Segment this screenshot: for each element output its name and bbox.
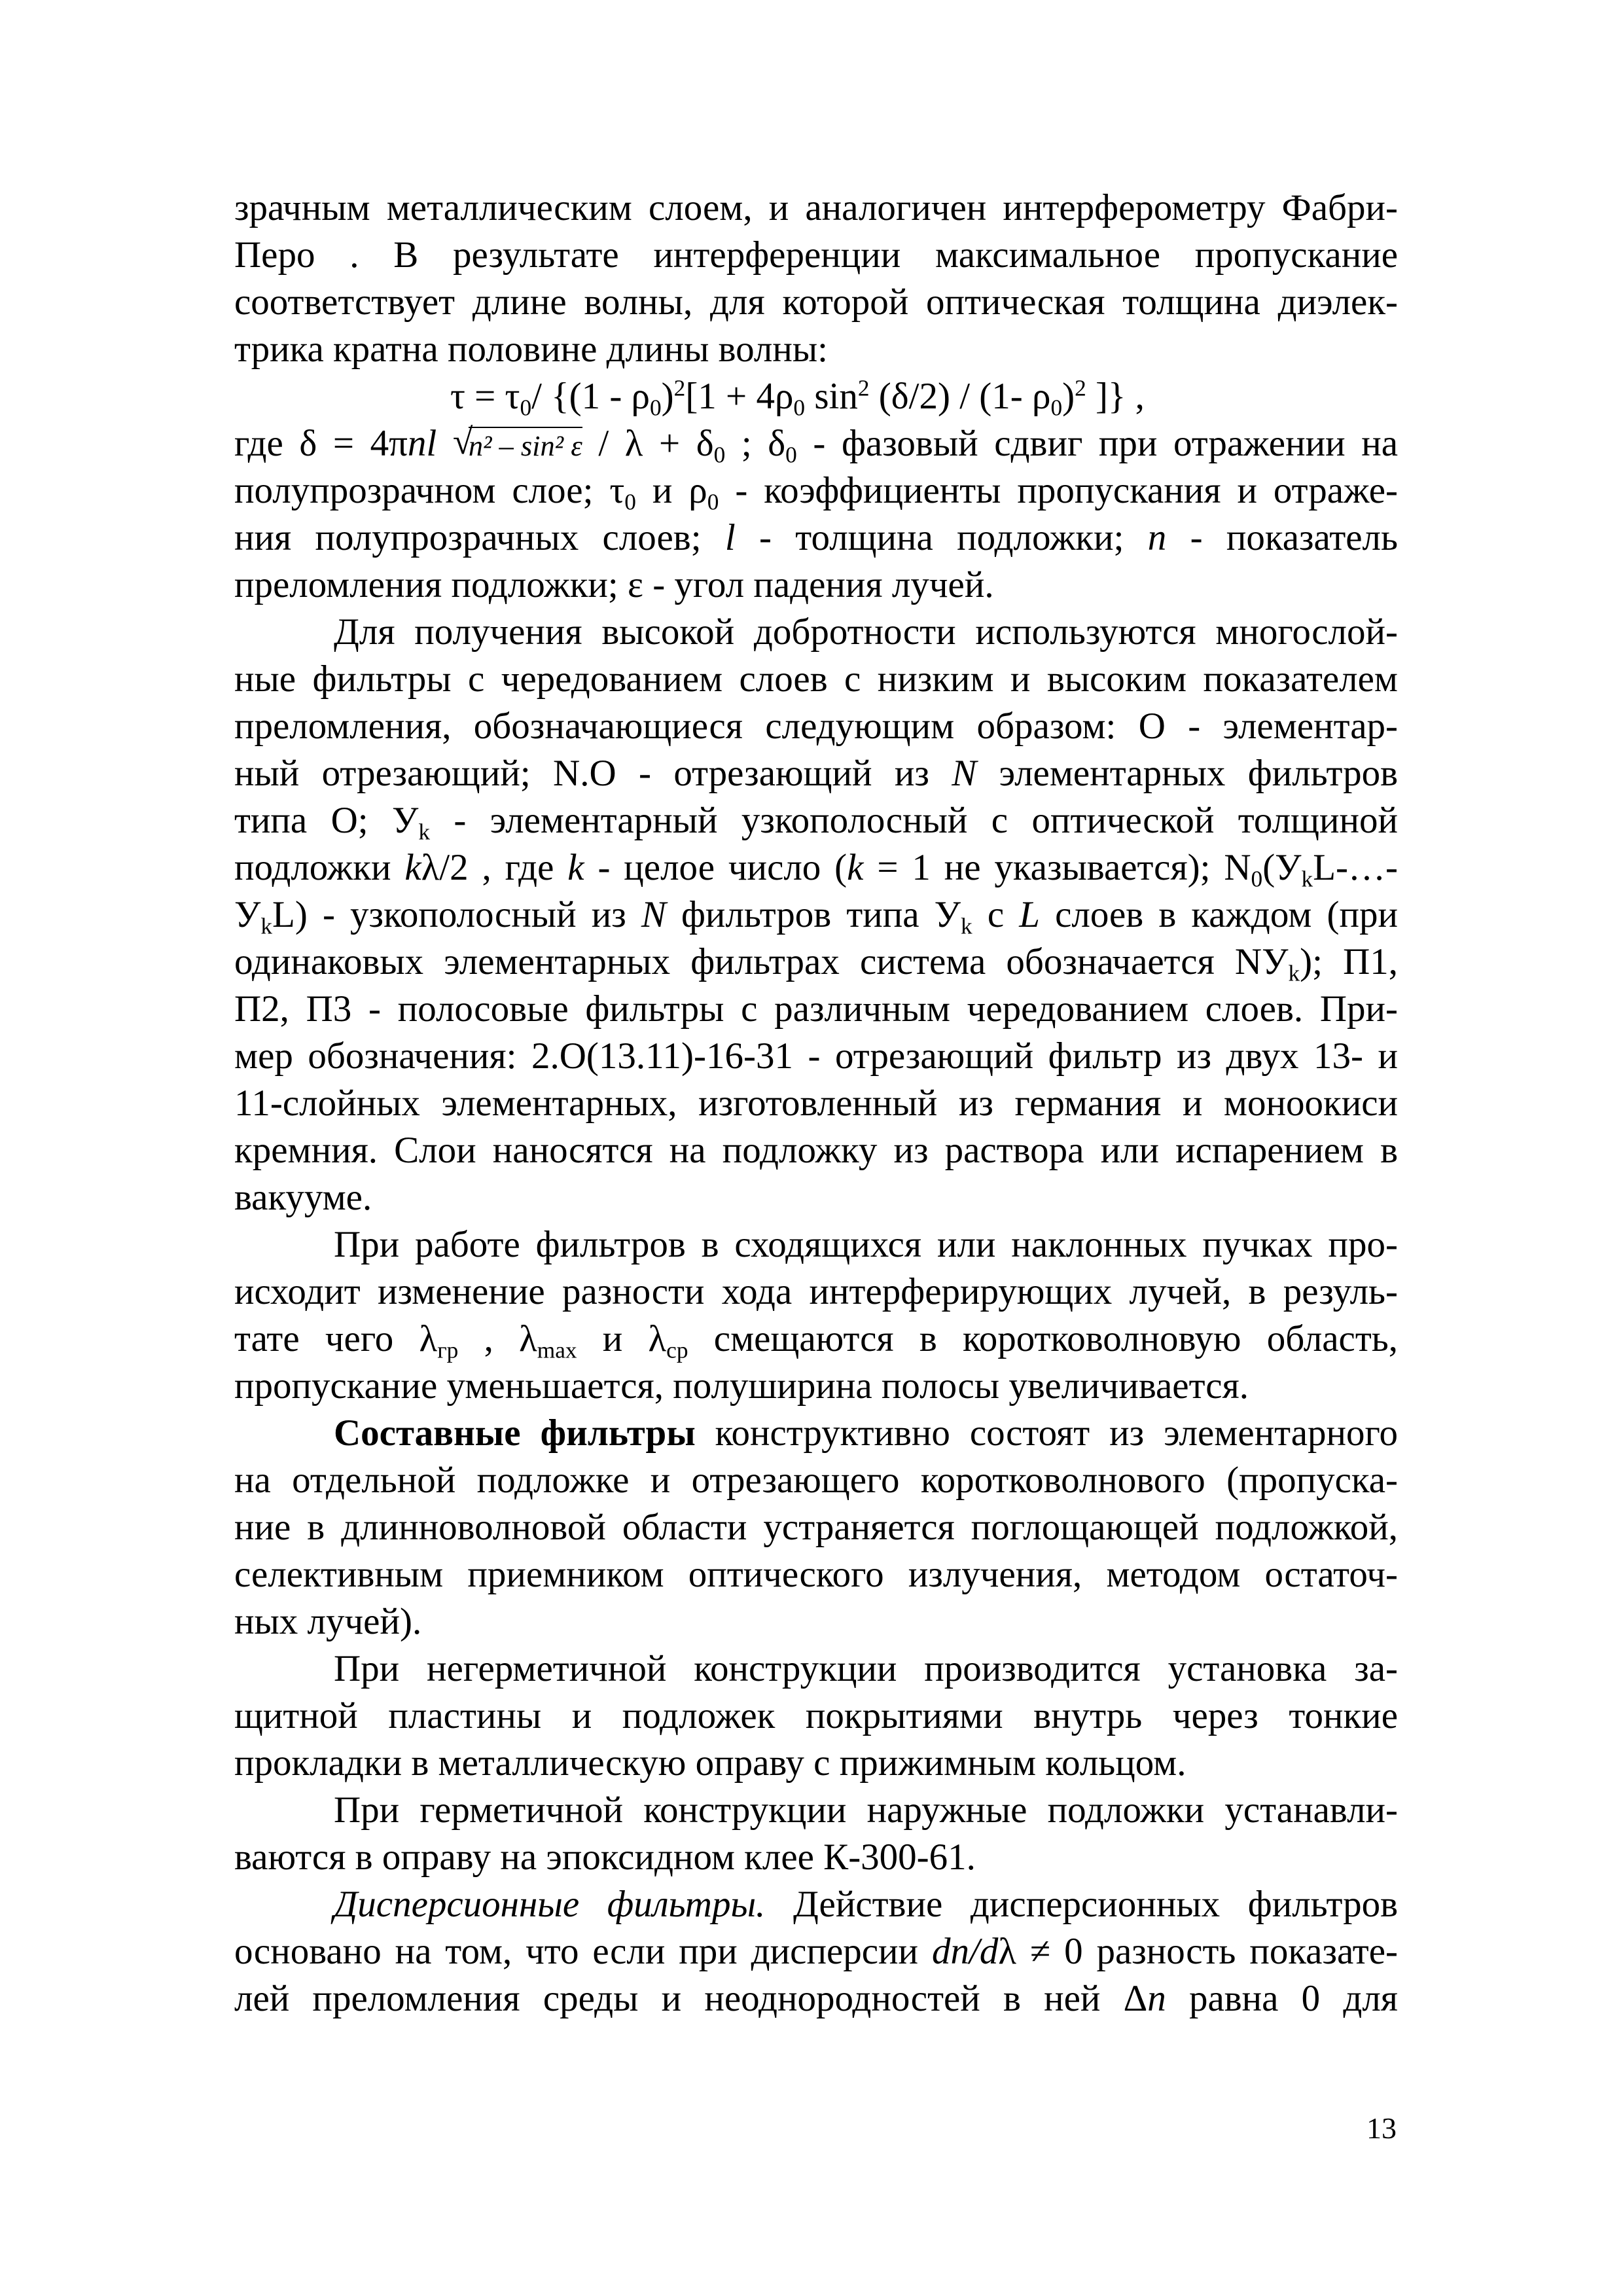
paragraph-first-line: При работе фильтров в сходящихся или наклонных пучках про- [334,1224,1398,1265]
text-line: типа О; $У_k$ - элементарный узкополосный с оптической толщиной [234,800,1398,845]
text-line: ваются в оправу на эпоксидном клее К-300-61. [234,1837,976,1878]
text-line: подложки kλ/2 , где k - целое число (k = 1 не указывается); $N_0(У_kL-\dots-$ [234,847,1398,892]
paragraph-first-line: Дисперсионные фильтры. Действие дисперсионных фильтров [334,1884,1398,1925]
text-line: преломления подложки; ε - угол падения лучей. [234,564,994,605]
text-line: ных лучей). [234,1601,422,1642]
text-line: преломления, обозначающиеся следующим образом: О - элементар- [234,706,1398,747]
text-line: ные фильтры с чередованием слоев с низким и высоким показателем [234,658,1398,700]
paragraph-first-line: При негерметичной конструкции производится установка за- [334,1648,1398,1689]
text-line: лей преломления среды и неоднородностей в ней Δn равна 0 для [234,1978,1398,2019]
text-line: ние в длинноволновой области устраняется поглощающей подложкой, [234,1507,1398,1548]
document-page [234,185,1398,2022]
formula-phase: где δ = 4πnl √ n² – sin² $\varepsilon / \lambda + \delta_0$ ; $\delta_0$ - фазовый сдвиг при отражении на [234,420,1398,467]
formula-transmission: $\tau = \tau_0/$ {$(1 - \rho_0)^2[1 + 4\rho_0$ $\sin^2 (\delta/2) / (1-$ $\rho_0)^2$ ]} , [450,375,1145,421]
text-line: зрачным металлическим слоем, и аналогичен интерферометру Фабри- [234,187,1398,228]
text-line: кремния. Слои наносятся на подложку из раствора или испарением в [234,1130,1398,1171]
italic-term: Дисперсионные фильтры. [334,1884,766,1925]
text-line: П2, П3 - полосовые фильтры с различным чередованием слоев. При- [234,988,1398,1030]
text-line: вакууме. [234,1177,372,1218]
text-line: одинаковых элементарных фильтрах система обозначается $NУ_k$); П1, [234,941,1399,986]
text-line: щитной пластины и подложек покрытиями внутрь через тонкие [234,1695,1398,1736]
text-line: ный отрезающий; N.О - отрезающий из N элементарных фильтров [234,753,1399,794]
text-line: 11-слойных элементарных, изготовленный из германия и моноокиси [234,1083,1398,1124]
text-line: $У_kL$) - узкополосный из N фильтров типа $У_k$ с L слоев в каждом (при [234,894,1398,939]
paragraph-first-line: При герметичной конструкции наружные подложки устанавли- [334,1789,1398,1831]
paragraph-first-line: Составные фильтры конструктивно состоят из элементарного [334,1412,1399,1454]
text-line: на отдельной подложке и отрезающего коротковолнового (пропуска- [234,1460,1398,1501]
text-line: трика кратна половине длины волны: [234,329,828,370]
text-line: селективным приемником оптического излучения, методом остаточ- [234,1554,1398,1595]
text-line: прокладки в металлическую оправу с прижимным кольцом. [234,1742,1186,1784]
text-line: основано на том, что если при дисперсии dn/dλ ≠ 0 разность показате- [234,1931,1398,1972]
text-line: мер обозначения: 2.О(13.11)-16-31 - отрезающий фильтр из двух 13- и [234,1035,1398,1077]
text-line: тате чего $\lambda_{гр}$ , $\lambda_{max}$ и $\lambda_{ср}$ смещаются в коротковолновую область, [234,1318,1399,1363]
text-line: Перо . В результате интерференции максимальное пропускание [234,234,1398,276]
page-number: 13 [1366,2111,1397,2145]
text-line: ния полупрозрачных слоев; l - толщина подложки; n - показатель [234,517,1398,558]
text-line: исходит изменение разности хода интерферирующих лучей, в резуль- [234,1271,1398,1312]
text-line: пропускание уменьшается, полуширина полосы увеличивается. [234,1365,1249,1407]
paragraph-first-line: Для получения высокой добротности используются многослой- [334,611,1398,653]
text-line: соответствует длине волны, для которой оптическая толщина диэлек- [234,281,1398,323]
text-line: полупрозрачном слое; $\tau_0$ и $\rho_0$ - коэффициенты пропускания и отраже- [234,470,1398,515]
sqrt-expression: √ n² – sin² ε [452,422,582,462]
bold-term: Составные фильтры [334,1412,696,1454]
